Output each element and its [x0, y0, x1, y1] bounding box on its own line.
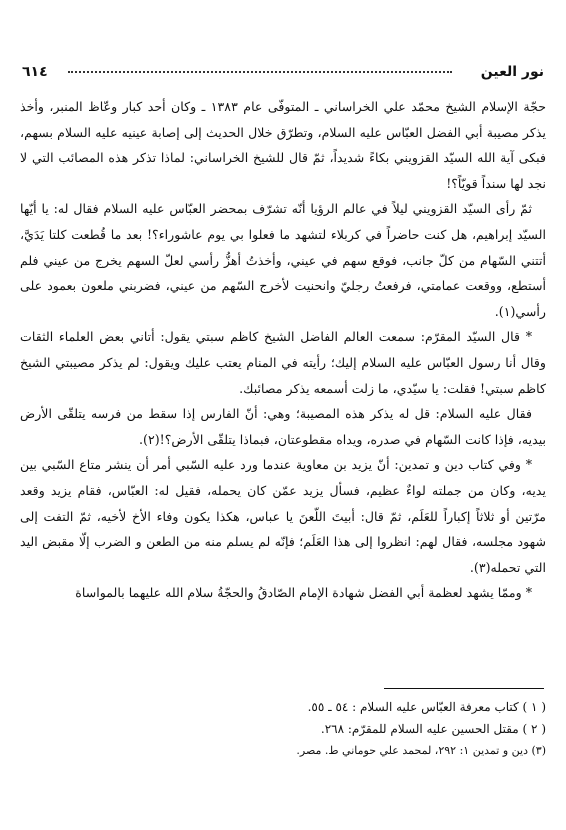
page-header — [22, 62, 544, 82]
footnote: ( ١ ) كتاب معرفة العبّاس عليه السلام : ٥٤ ـ ٥٥. — [307, 700, 546, 714]
footnote: (٣) دين و تمدين ١: ٢٩٢، لمحمد علي حوماني ط. مصر. — [296, 744, 546, 757]
header-dotted-leader — [68, 71, 452, 73]
paragraph: * وفي كتاب دين و تمدين: أنّ يزيد بن معاوية عندما ورد عليه السّبي أمر أن ينشر متاع السّبي بين يديه، وكان من جملته لواءٌ عظيم، فسأل يزيد عمّن كان يحمله، فقيل له: العبّاس، فقام يزيد وقعد مرّتين أو ثلاثاً إكباراً للعَلَم، ثمّ قال: أبيتَ اللّعنَ يا عباس، هكذا يكون وفاء الأخ لأخيه، ثمّ التفت إلى شهود مجلسه، فقال لهم: انظروا إلى هذا العَلَم؛ فإنّه لم يسلم منه من الطعن و الضرب إلّا مقبض اليد التي تحمله(٣). — [20, 457, 546, 575]
footnote-separator — [384, 688, 544, 689]
paragraph: ثمّ رأى السيّد القزويني ليلاً في عالم الرؤيا أنّه تشرّف بمحضر العبّاس عليه السلام فقال له: يا أيّها السيّد إبراهيم، هل كنت حاضراً في كربلاء لتشهد ما فعلوا بي يوم عاشوراء؟! بعد ما قُطعت كلتا يَدَيَّ، أتتني السّهام من كلّ جانب، فوقع سهم في عيني، وأخذتُ أهزُّ رأسي لعلّ السهم يخرج من عيني فلم أستطع، ووقعت عمامتي، فرفعتُ رجليّ وانحنيت لأخرج السّهم من عيني، فضربني ملعون بعمود على رأسي(١). — [20, 201, 546, 319]
footnotes — [20, 696, 546, 762]
paragraph: حجّة الإسلام الشيخ محمّد علي الخراساني ـ المتوفّى عام ١٣٨٣ ـ وكان أحد كبار وعّاظ المنبر، وأخذ يذكر مصيبة أبي الفضل العبّاس عليه السلام، وتطرّق خلال الحديث إلى إصابة عينيه عليه السلام بسهم، فبكى آية الله السيّد القزويني بكاءً شديداً، ثمّ قال للشيخ الخراساني: لماذا تذكر هذه المصائب التي لا نجد لها سنداً قويّاً؟! — [20, 99, 546, 191]
paragraph: * وممّا يشهد لعظمة أبي الفضل شهادة الإمام الصّادقُ والحجّةُ سلام الله عليهما بالمواساة — [75, 585, 532, 601]
page-body — [20, 94, 546, 606]
page-number: ٦١٤ — [22, 64, 48, 80]
paragraph: * قال السيّد المقرّم: سمعت العالم الفاضل الشيخ كاظم سبتي يقول: أتاني بعض العلماء الثقات وقال أنا رسول العبّاس عليه السلام إليك؛ رأيته في المنام يعتب عليك ويقول: لم يذكر مصيبتي الشيخ كاظم سبتي! فقلت: يا سيّدي، ما زلت أسمعه يذكر مصائبك. — [20, 329, 546, 396]
paragraph: فقال عليه السلام: قل له يذكر هذه المصيبة؛ وهي: أنّ الفارس إذا سقط من فرسه يتلقّى الأرض بيديه، فإذا كانت السّهام في صدره، ويداه مقطوعتان، فبماذا يتلقّى الأرض؟!(٢). — [20, 406, 546, 447]
book-title: نور العين — [480, 64, 544, 80]
footnote: ( ٢ ) مقتل الحسين عليه السلام للمقرّم: ٢٦٨. — [320, 722, 546, 736]
